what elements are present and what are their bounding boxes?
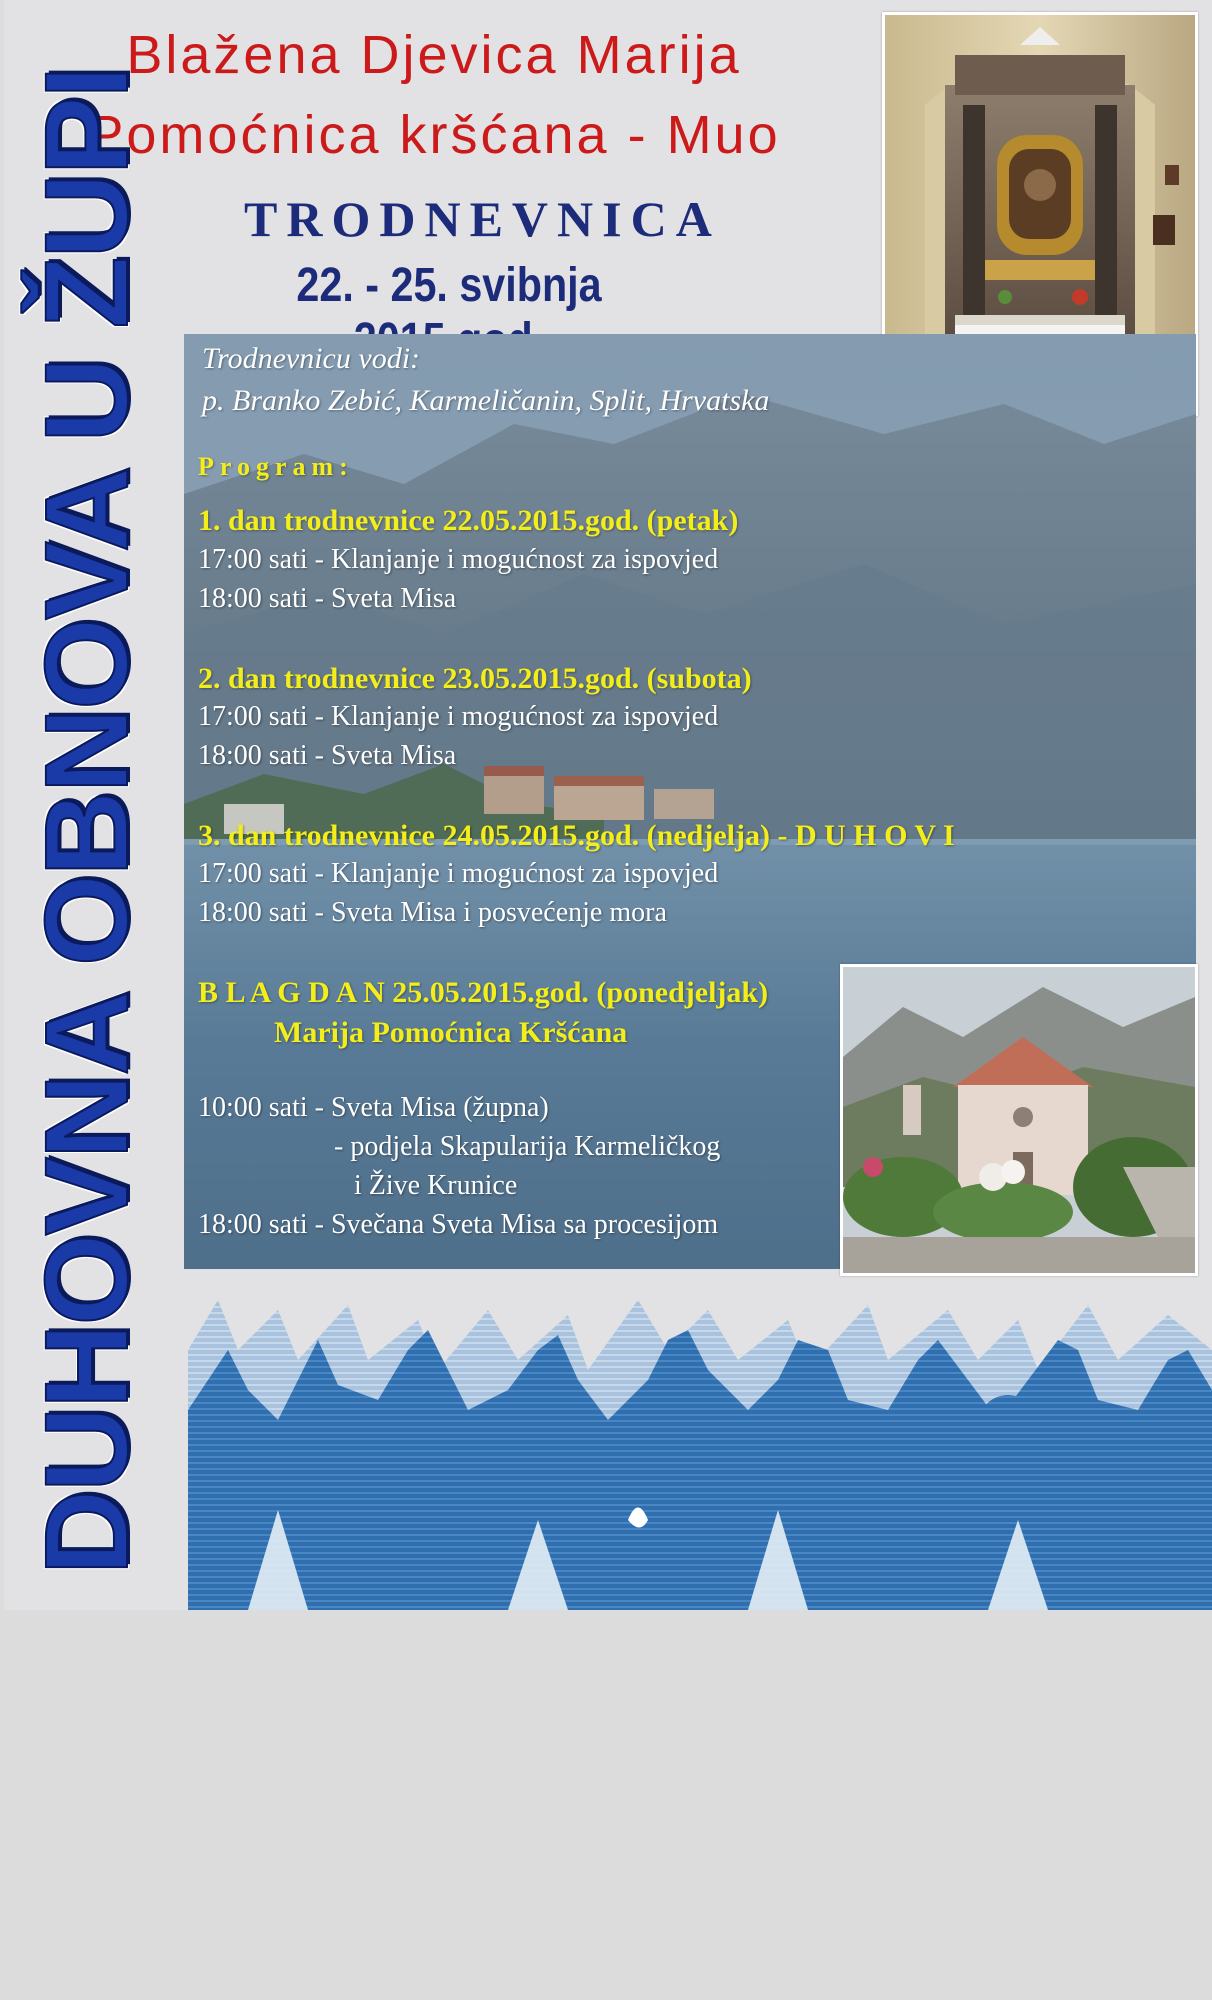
church-photo: [840, 964, 1198, 1276]
title-line-1: Blažena Djevica Marija: [126, 25, 742, 85]
feast-line-3: i Žive Krunice: [354, 1170, 518, 1201]
crowd-silhouette: [188, 1290, 1212, 1610]
leader-name: p. Branko Zebić, Karmeličanin, Split, Hrvatska: [202, 384, 770, 417]
feast-subheading: Marija Pomoćnica Kršćana: [274, 1016, 628, 1049]
leader-label: Trodnevnicu vodi:: [202, 342, 421, 375]
feast-line-4: 18:00 sati - Svečana Sveta Misa sa procesijom: [198, 1209, 719, 1240]
feast-heading: B L A G D A N 25.05.2015.god. (ponedjeljak): [198, 976, 769, 1009]
day-3-heading: 3. dan trodnevnice 24.05.2015.god. (nedjelja) - D U H O V I: [198, 819, 955, 852]
day-1-line-1: 17:00 sati - Klanjanje i mogućnost za ispovjed: [198, 544, 719, 575]
day-2-heading: 2. dan trodnevnice 23.05.2015.god. (subota): [198, 662, 752, 695]
event-dates: 22. - 25. svibnja: [296, 259, 602, 312]
day-2-line-1: 17:00 sati - Klanjanje i mogućnost za ispovjed: [198, 701, 719, 732]
subtitle: TRODNEVNICA: [244, 191, 721, 247]
day-2-line-2: 18:00 sati - Sveta Misa: [198, 740, 457, 771]
day-3-line-1: 17:00 sati - Klanjanje i mogućnost za ispovjed: [198, 858, 719, 889]
church-image: [843, 967, 1195, 1273]
poster: [4, 0, 1212, 1610]
program-heading: Program:: [198, 452, 354, 481]
title-line-2: Pomoćnica kršćana - Muo: [87, 105, 781, 165]
day-3-line-2: 18:00 sati - Sveta Misa i posvećenje mora: [198, 897, 667, 928]
day-1-heading: 1. dan trodnevnice 22.05.2015.god. (petak): [198, 504, 739, 537]
day-1-line-2: 18:00 sati - Sveta Misa: [198, 583, 457, 614]
feast-line-1: 10:00 sati - Sveta Misa (župna): [198, 1092, 549, 1123]
feast-line-2: - podjela Skapularija Karmeličkog: [334, 1131, 721, 1162]
vertical-title: DUHOVNA OBNOVA U ŽUPI: [21, 67, 153, 1575]
